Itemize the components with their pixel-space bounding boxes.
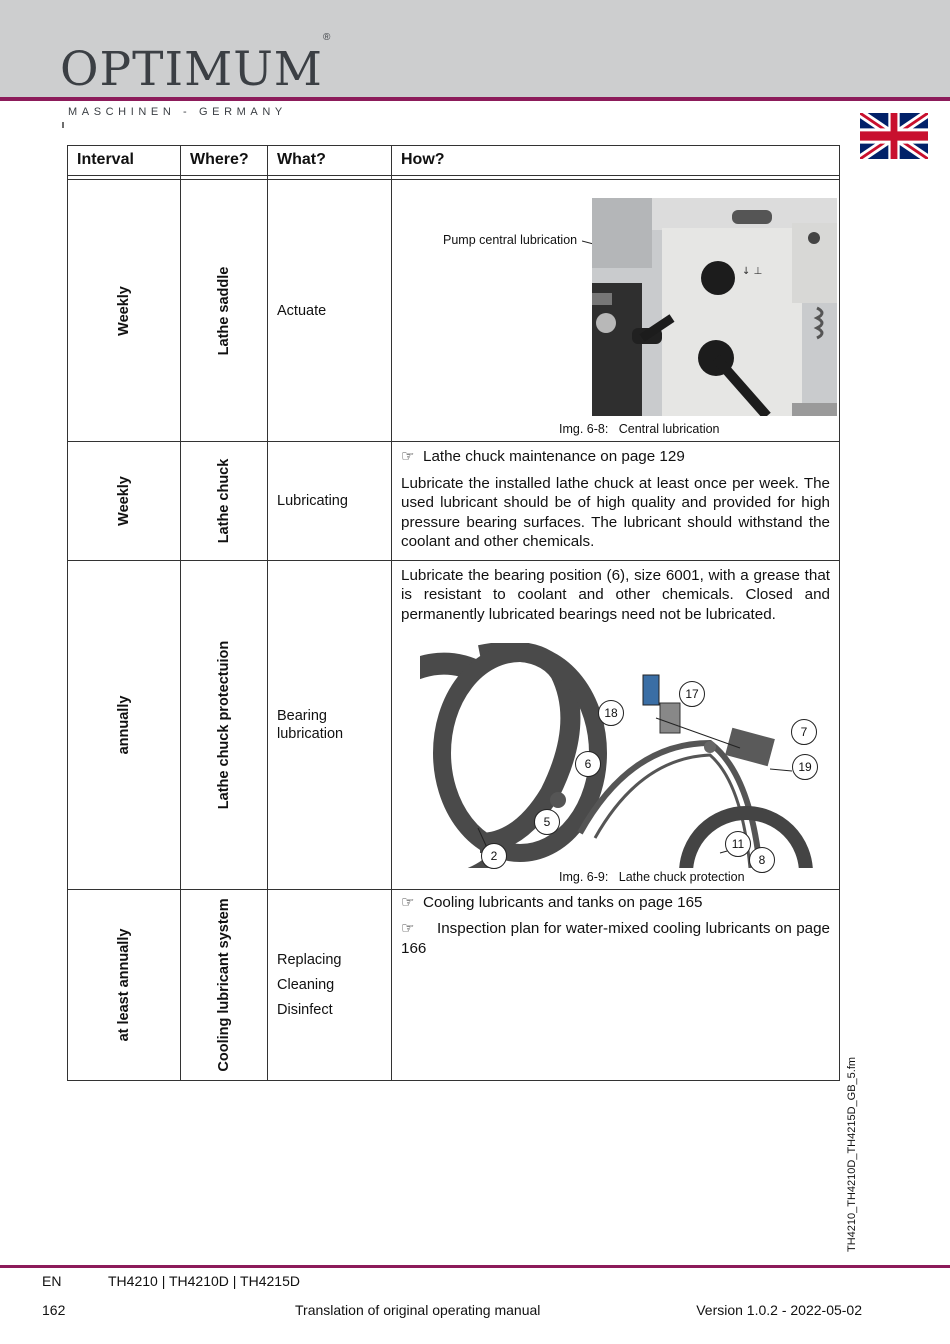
what-line-1: Bearing xyxy=(277,707,327,724)
what-cell xyxy=(268,889,392,1080)
what-line-1: Replacing xyxy=(277,951,342,968)
callout-5: 5 xyxy=(534,809,560,835)
caption-text: Central lubrication xyxy=(618,422,720,436)
maintenance-table xyxy=(67,145,840,1081)
callout-6: 6 xyxy=(575,751,601,777)
interval-cell xyxy=(68,442,181,561)
header-how: How? xyxy=(392,146,840,176)
uk-flag-icon xyxy=(860,113,928,159)
callout-7: 7 xyxy=(791,719,817,745)
reference-text: Inspection plan for water-mixed cooling lubricants on page 166 xyxy=(401,920,830,957)
where-cell xyxy=(181,560,268,889)
lathe-chuck-protection-diagram xyxy=(420,643,818,868)
caption-number: Img. 6-9: xyxy=(559,869,609,884)
footer-models: TH4210 | TH4210D | TH4215D xyxy=(108,1273,300,1289)
callout-17: 17 xyxy=(679,681,705,707)
what-line-3: Disinfect xyxy=(277,1001,333,1018)
caption-img-6-9 xyxy=(559,868,749,888)
reference-text: Lathe chuck maintenance on page 129 xyxy=(423,448,685,465)
header-rule xyxy=(0,97,950,101)
where-text: Cooling lubricant system xyxy=(216,897,232,1072)
pump-label: Pump central lubrication xyxy=(443,233,578,247)
table-row xyxy=(68,180,840,442)
cross-reference-link[interactable] xyxy=(401,447,830,467)
table-header-row xyxy=(68,146,840,176)
caption-text: Lathe chuck protection xyxy=(618,869,745,884)
version-info: Version 1.0.2 - 2022-05-02 xyxy=(696,1302,862,1318)
central-lubrication-photo xyxy=(592,198,837,416)
brand-tagline: MASCHINEN - GERMANY xyxy=(68,106,287,118)
footer-rule xyxy=(0,1265,950,1268)
what-text-lines xyxy=(277,707,382,743)
footer-language: EN xyxy=(42,1273,62,1289)
interval-text: at least annually xyxy=(116,928,132,1041)
interval-text: Weekly xyxy=(116,475,132,526)
what-cell xyxy=(268,560,392,889)
callout-11: 11 xyxy=(725,831,751,857)
interval-cell xyxy=(68,560,181,889)
what-line-2: lubrication xyxy=(277,725,344,742)
instruction-text: Lubricate the installed lathe chuck at least once per week. The used lubricant should be of high quality and provided for high pressure bearing surfaces. The lubricant should withstand the coolant and other chemicals. xyxy=(401,474,830,550)
page-number: 162 xyxy=(42,1302,66,1318)
callout-8: 8 xyxy=(749,847,775,873)
reference-text: Cooling lubricants and tanks on page 165 xyxy=(423,893,703,911)
callout-2: 2 xyxy=(481,843,507,869)
table-row xyxy=(68,442,840,561)
where-text: Lathe saddle xyxy=(216,266,232,355)
how-cell xyxy=(392,442,840,561)
where-cell xyxy=(181,889,268,1080)
table-row xyxy=(68,889,840,1080)
table-row xyxy=(68,560,840,889)
what-cell xyxy=(268,442,392,561)
header-what: What? xyxy=(268,146,392,176)
pointing-hand-icon: ☞ xyxy=(401,448,415,465)
header-interval: Interval xyxy=(68,146,181,176)
where-text: Lathe chuck protectuion xyxy=(216,640,232,809)
what-text: Lubricating xyxy=(277,492,348,509)
what-cell xyxy=(268,180,392,442)
brand-name: OPTIMUM xyxy=(60,42,323,97)
where-cell xyxy=(181,442,268,561)
logo-tick xyxy=(62,122,64,128)
caption-number: Img. 6-8: xyxy=(559,422,609,436)
registered-mark: ® xyxy=(322,32,331,44)
source-file-note: TH4210_TH4210D_TH4215D_GB_5.fm xyxy=(846,1056,858,1252)
pointing-hand-icon: ☞ xyxy=(401,893,415,911)
cross-reference-link[interactable] xyxy=(401,893,830,913)
svg-text:↓ ⊥: ↓ ⊥ xyxy=(742,266,763,277)
callout-18: 18 xyxy=(598,700,624,726)
brand-logo xyxy=(60,32,331,97)
where-text: Lathe chuck xyxy=(216,458,232,544)
interval-text: annually xyxy=(116,695,132,754)
how-cell xyxy=(392,180,840,442)
header-where: Where? xyxy=(181,146,268,176)
where-cell xyxy=(181,180,268,442)
how-cell xyxy=(392,889,840,1080)
interval-cell xyxy=(68,180,181,442)
document-title: Translation of original operating manual xyxy=(295,1302,541,1318)
how-cell xyxy=(392,560,840,889)
callout-19: 19 xyxy=(792,754,818,780)
caption-img-6-8 xyxy=(559,420,720,440)
cross-reference-link[interactable] xyxy=(401,919,830,958)
interval-text: Weekly xyxy=(116,285,132,336)
pointing-hand-icon: ☞ xyxy=(401,920,415,937)
what-line-2: Cleaning xyxy=(277,976,335,993)
instruction-text: Lubricate the bearing position (6), size 6001, with a grease that is resistant to coolant and other chemicals. Closed and permanently lubricated bearings need not be lubricated. xyxy=(401,566,830,623)
interval-cell xyxy=(68,889,181,1080)
what-text: Actuate xyxy=(277,302,327,319)
